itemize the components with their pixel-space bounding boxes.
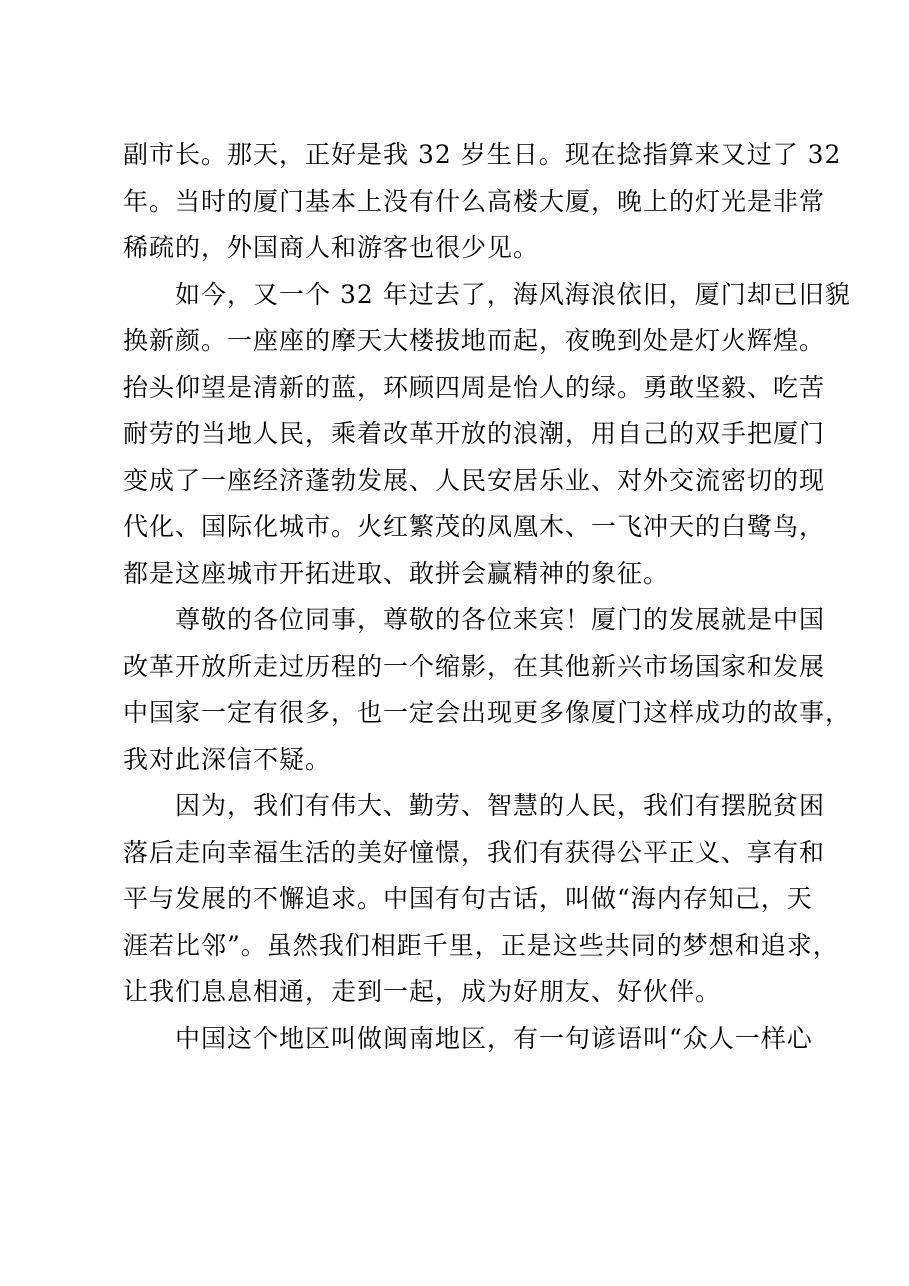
- text-line: 平与发展的不懈追求。中国有句古话，叫做“海内存知己，天: [123, 884, 813, 913]
- text-line: 尊敬的各位同事，尊敬的各位来宾！厦门的发展就是中国: [175, 605, 826, 634]
- text-line: 中国这个地区叫做闽南地区，有一句谚语叫“众人一样心: [175, 1023, 813, 1053]
- paragraph-5: [123, 1016, 813, 1063]
- text-line: 耐劳的当地人民，乘着改革开放的浪潮，用自己的双手把厦门: [123, 419, 826, 448]
- text-line: 涯若比邻”。虽然我们相距千里，正是这些共同的梦想和追求，: [123, 930, 839, 960]
- text-line: 年。当时的厦门基本上没有什么高楼大厦，晚上的灯光是非常: [123, 186, 826, 216]
- text-line: 都是这座城市开拓进取、敢拼会赢精神的象征。: [123, 558, 670, 588]
- text-line: 落后走向幸福生活的美好憧憬，我们有获得公平正义、享有和: [123, 837, 826, 867]
- paragraph-2: [123, 272, 851, 598]
- text-line: 抬头仰望是清新的蓝，环顾四周是怡人的绿。勇敢坚毅、吃苦: [123, 372, 826, 402]
- paragraph-3: [123, 597, 852, 783]
- text-line: 换新颜。一座座的摩天大楼拔地而起，夜晚到处是灯火辉煌。: [123, 326, 826, 355]
- paragraph-4: [123, 783, 839, 1016]
- text-line: 我对此深信不疑。: [123, 744, 332, 774]
- text-line: 副市长。那天，正好是我 32 岁生日。现在捻指算来又过了 32: [123, 140, 842, 169]
- text-line: 如今，又一个 32 年过去了，海风海浪依旧，厦门却已旧貌: [175, 279, 851, 309]
- text-line: 变成了一座经济蓬勃发展、人民安居乐业、对外交流密切的现: [123, 465, 826, 495]
- paragraph-1: [123, 132, 842, 272]
- text-line: 中国家一定有很多，也一定会出现更多像厦门这样成功的故事，: [123, 698, 852, 727]
- text-line: 改革开放所走过历程的一个缩影，在其他新兴市场国家和发展: [123, 651, 826, 681]
- document-body: [123, 132, 852, 1062]
- text-line: 因为，我们有伟大、勤劳、智慧的人民，我们有摆脱贫困: [175, 791, 826, 820]
- text-line: 稀疏的，外国商人和游客也很少见。: [123, 233, 540, 262]
- text-line: 代化、国际化城市。火红繁茂的凤凰木、一飞冲天的白鹭鸟，: [123, 512, 826, 541]
- text-line: 让我们息息相通，走到一起，成为好朋友、好伙伴。: [123, 977, 722, 1006]
